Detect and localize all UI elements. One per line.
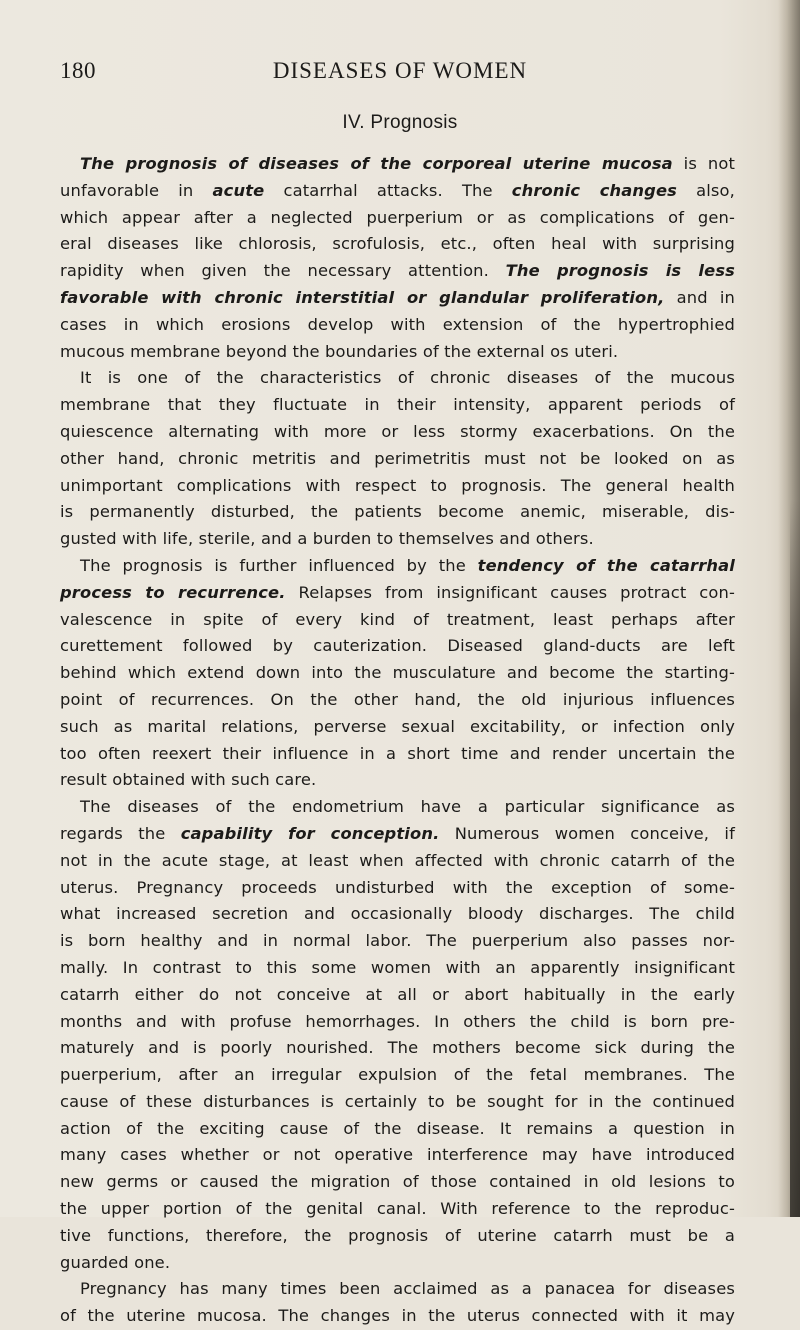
- text-line: [60, 660, 735, 687]
- text-run: the upper portion of the genital canal. With reference to the reproduc-: [60, 1199, 735, 1219]
- text-run: is not: [672, 154, 735, 173]
- running-head: DISEASES OF WOMEN: [272, 58, 528, 83]
- text-run: new germs or caused the migration of those contained in old lesions to: [60, 1172, 735, 1192]
- text-run: gusted with life, sterile, and a burden to themselves and others.: [60, 529, 594, 549]
- text-line: [60, 285, 735, 312]
- text-run: also,: [677, 180, 735, 200]
- text-line: [60, 982, 735, 1009]
- text-line: [60, 419, 735, 446]
- text-run: which appear after a neglected puerperium or as complications of gen-: [60, 207, 735, 227]
- text-run: membrane that they fluctuate in their intensity, apparent periods of: [60, 395, 735, 415]
- text-run: result obtained with such care.: [60, 770, 317, 790]
- text-run: months and with profuse hemorrhages. In others the child is born pre-: [60, 1011, 735, 1031]
- text-line: [60, 1035, 735, 1062]
- text-line: [60, 1223, 735, 1250]
- section-heading: IV. Prognosis: [342, 112, 458, 133]
- text-run: other hand, chronic metritis and perimetritis must not be looked on as: [60, 448, 735, 468]
- text-run: tive functions, therefore, the prognosis of uterine catarrh must be a: [60, 1225, 735, 1245]
- text-run: mally. In contrast to this some women with an apparently insignificant: [60, 957, 735, 977]
- text-line: [60, 821, 735, 848]
- text-line: [60, 848, 735, 875]
- text-run: is born healthy and in normal labor. The puerperium also passes nor-: [60, 931, 735, 951]
- text-line: [60, 1250, 735, 1277]
- text-line: [60, 1009, 735, 1036]
- text-line: [60, 365, 735, 392]
- text-line: [60, 1142, 735, 1169]
- text-line: [60, 1303, 735, 1330]
- text-line: [60, 1116, 735, 1143]
- text-run: too often reexert their influence in a short time and render uncertain the: [60, 743, 735, 763]
- text-line: [60, 1169, 735, 1196]
- text-run: such as marital relations, perverse sexual excitability, or infection only: [60, 716, 735, 736]
- text-line: [60, 794, 735, 821]
- text-run: of the uterine mucosa. The changes in the uterus connected with it may: [60, 1306, 735, 1326]
- text-run: quiescence alternating with more or less stormy exacerbations. On the: [60, 421, 735, 441]
- emphasized-text: The prognosis of diseases of the corporeal uterine mucosa: [80, 154, 673, 173]
- text-run: uterus. Pregnancy proceeds undisturbed with the exception of some-: [60, 877, 735, 897]
- text-line: [60, 955, 735, 982]
- paragraph: [60, 794, 735, 1276]
- text-line: [60, 1276, 735, 1303]
- text-run: mucous membrane beyond the boundaries of the external os uteri.: [60, 341, 619, 361]
- text-run: It is one of the characteristics of chronic diseases of the mucous: [80, 368, 735, 388]
- paragraph: [60, 365, 735, 553]
- page-number: 180: [60, 58, 96, 83]
- text-run: curettement followed by cauterization. Diseased gland-ducts are left: [60, 636, 735, 656]
- body-text: [60, 151, 735, 1330]
- text-line: [60, 607, 735, 634]
- text-run: The prognosis is further influenced by the: [80, 555, 478, 575]
- emphasized-text: The prognosis is less: [505, 261, 735, 281]
- page-header: [60, 58, 740, 90]
- text-run: cases in which erosions develop with extension of the hypertrophied: [60, 314, 735, 334]
- text-line: [60, 1196, 735, 1223]
- text-line: [60, 526, 735, 553]
- text-run: many cases whether or not operative interference may have introduced: [60, 1145, 735, 1165]
- text-line: [60, 767, 735, 794]
- text-line: [60, 1062, 735, 1089]
- paragraph: [60, 1276, 735, 1330]
- text-run: point of recurrences. On the other hand, the old injurious influences: [60, 689, 735, 709]
- text-run: is permanently disturbed, the patients become anemic, miserable, dis-: [60, 502, 735, 522]
- text-line: [60, 741, 735, 768]
- text-line: [60, 901, 735, 928]
- text-line: [60, 258, 735, 285]
- text-run: regards the: [60, 823, 181, 843]
- text-line: [60, 178, 735, 205]
- paragraph: [60, 151, 735, 365]
- text-line: [60, 714, 735, 741]
- text-line: [60, 499, 735, 526]
- text-run: action of the exciting cause of the disease. It remains a question in: [60, 1118, 735, 1138]
- text-line: [60, 151, 735, 178]
- text-line: [60, 205, 735, 232]
- text-line: [60, 1089, 735, 1116]
- text-line: [60, 312, 735, 339]
- text-line: [60, 339, 735, 366]
- text-run: unfavorable in: [60, 180, 213, 200]
- text-run: maturely and is poorly nourished. The mothers become sick during the: [60, 1038, 735, 1058]
- text-line: [60, 687, 735, 714]
- text-run: Relapses from insignificant causes protract con-: [285, 582, 735, 602]
- paragraph: [60, 553, 735, 794]
- text-run: behind which extend down into the musculature and become the starting-: [60, 663, 735, 683]
- text-run: cause of these disturbances is certainly to be sought for in the continued: [60, 1091, 735, 1111]
- emphasized-text: favorable with chronic interstitial or glandular proliferation,: [60, 287, 665, 307]
- text-line: [60, 928, 735, 955]
- text-line: [60, 553, 735, 580]
- text-line: [60, 580, 735, 607]
- binding-edge: [790, 500, 800, 1217]
- text-run: Numerous women conceive, if: [439, 823, 735, 843]
- text-run: and in: [664, 287, 736, 307]
- text-line: [60, 231, 735, 258]
- text-run: Pregnancy has many times been acclaimed as a panacea for diseases: [80, 1279, 735, 1299]
- emphasized-text: capability for conception.: [180, 823, 440, 843]
- text-run: rapidity when given the necessary attention.: [60, 261, 506, 281]
- emphasized-text: chronic changes: [511, 180, 677, 200]
- text-run: eral diseases like chlorosis, scrofulosis, etc., often heal with surprising: [60, 234, 735, 254]
- text-run: valescence in spite of every kind of treatment, least perhaps after: [60, 609, 735, 629]
- text-line: [60, 446, 735, 473]
- text-run: puerperium, after an irregular expulsion of the fetal membranes. The: [60, 1065, 735, 1085]
- text-run: catarrhal attacks. The: [264, 180, 512, 200]
- emphasized-text: tendency of the catarrhal: [477, 555, 735, 575]
- text-line: [60, 473, 735, 500]
- text-run: what increased secretion and occasionally bloody discharges. The child: [60, 904, 735, 924]
- text-run: guarded one.: [60, 1252, 171, 1272]
- emphasized-text: process to recurrence.: [60, 582, 286, 602]
- text-run: The diseases of the endometrium have a particular significance as: [80, 797, 735, 817]
- text-line: [60, 633, 735, 660]
- text-run: not in the acute stage, at least when affected with chronic catarrh of the: [60, 850, 735, 870]
- text-run: catarrh either do not conceive at all or abort habitually in the early: [60, 984, 735, 1004]
- emphasized-text: acute: [212, 180, 265, 200]
- text-line: [60, 392, 735, 419]
- text-line: [60, 875, 735, 902]
- text-run: unimportant complications with respect to prognosis. The general health: [60, 475, 735, 495]
